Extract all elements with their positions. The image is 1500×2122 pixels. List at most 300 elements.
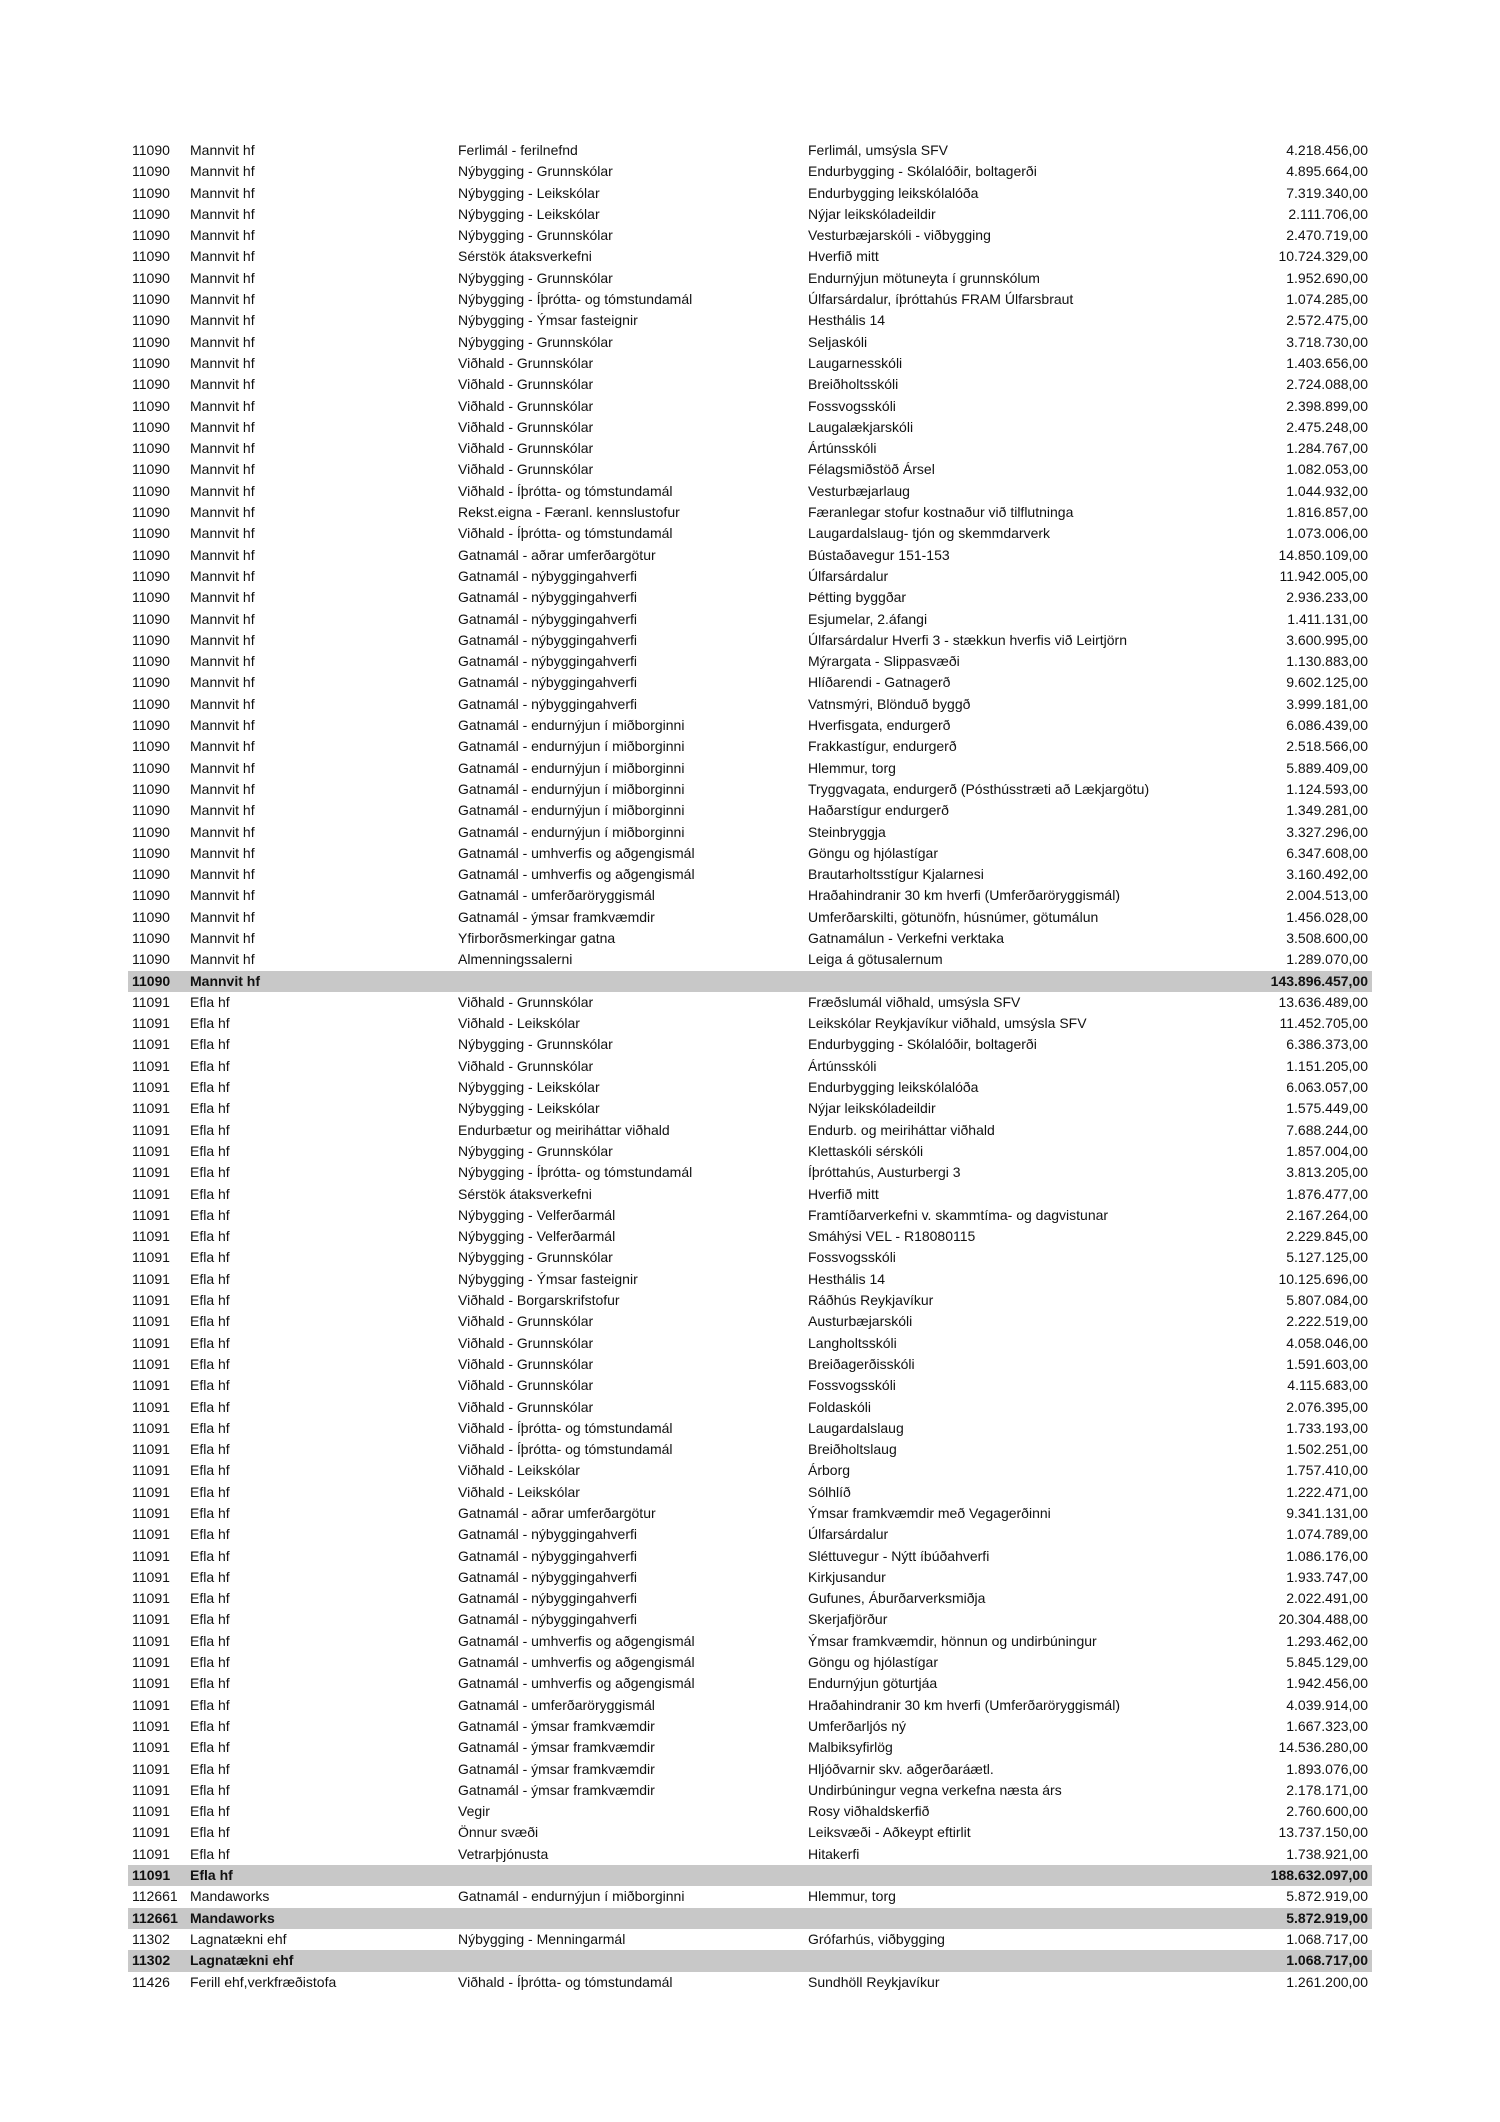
project-cell: Frakkastígur, endurgerð — [808, 738, 957, 755]
amount-cell: 1.733.193,00 — [1286, 1419, 1368, 1436]
vendor-name-cell: Efla hf — [190, 1057, 230, 1074]
category-cell: Nýbygging - Ýmsar fasteignir — [458, 1270, 638, 1287]
category-cell: Nýbygging - Grunnskólar — [458, 1142, 613, 1159]
amount-cell: 10.125.696,00 — [1278, 1270, 1368, 1287]
vendor-number-cell: 11091 — [132, 1760, 170, 1777]
table-row — [128, 864, 1372, 885]
category-cell: Gatnamál - nýbyggingahverfi — [458, 1526, 637, 1543]
vendor-name-cell: Efla hf — [190, 1398, 230, 1415]
amount-cell: 2.076.395,00 — [1286, 1398, 1368, 1415]
table-row — [128, 736, 1372, 757]
vendor-number-cell: 11090 — [132, 887, 170, 904]
vendor-name-cell: Efla hf — [190, 1462, 230, 1479]
vendor-number-cell: 11426 — [132, 1973, 170, 1990]
table-row — [128, 1695, 1372, 1716]
vendor-name-cell: Efla hf — [190, 1079, 230, 1096]
amount-cell: 1.284.767,00 — [1286, 440, 1368, 457]
table-row — [128, 1844, 1372, 1865]
vendor-number-cell: 11090 — [132, 567, 170, 584]
amount-cell: 1.502.251,00 — [1286, 1441, 1368, 1458]
category-cell: Nýbygging - Leikskólar — [458, 205, 600, 222]
vendor-number-cell: 11090 — [132, 610, 170, 627]
vendor-number-cell: 11091 — [132, 1654, 170, 1671]
table-row — [128, 1120, 1372, 1141]
vendor-name-cell: Efla hf — [190, 1015, 230, 1032]
vendor-name-cell: Efla hf — [190, 1505, 230, 1521]
category-cell: Gatnamál - nýbyggingahverfi — [458, 1611, 637, 1628]
project-cell: Umferðarljós ný — [808, 1717, 907, 1734]
amount-cell: 5.889.409,00 — [1286, 759, 1368, 776]
table-row — [128, 1886, 1372, 1907]
amount-cell: 13.737.150,00 — [1278, 1824, 1368, 1841]
category-cell: Nýbygging - Íþrótta- og tómstundamál — [458, 1164, 693, 1181]
table-row — [128, 1588, 1372, 1609]
table-row — [128, 1822, 1372, 1843]
vendor-number-cell: 11090 — [132, 908, 170, 925]
category-cell: Gatnamál - umhverfis og aðgengismál — [458, 844, 695, 861]
amount-cell: 1.816.857,00 — [1286, 504, 1368, 521]
vendor-name-cell: Efla hf — [190, 1228, 230, 1245]
amount-cell: 1.044.932,00 — [1286, 482, 1368, 499]
vendor-name-cell: Mannvit hf — [190, 695, 255, 712]
project-cell: Gatnamálun - Verkefni verktaka — [808, 929, 1005, 946]
vendor-number-cell: 11090 — [132, 866, 170, 883]
vendor-name-cell: Efla hf — [190, 1526, 230, 1543]
vendor-name-cell: Mannvit hf — [190, 610, 255, 627]
project-cell: Breiðholtslaug — [808, 1441, 897, 1458]
category-cell: Viðhald - Íþrótta- og tómstundamál — [458, 482, 673, 499]
table-row — [128, 1162, 1372, 1183]
project-cell: Malbiksyfirlög — [808, 1739, 893, 1756]
vendor-number-cell: 11090 — [132, 354, 170, 371]
category-cell: Gatnamál - ýmsar framkvæmdir — [458, 1760, 655, 1777]
vendor-number-cell: 11090 — [132, 504, 170, 521]
category-cell: Viðhald - Grunnskólar — [458, 418, 594, 435]
amount-cell: 1.349.281,00 — [1286, 802, 1368, 819]
project-cell: Laugardalslaug — [808, 1419, 904, 1436]
vendor-number-cell: 11090 — [132, 546, 170, 563]
project-cell: Smáhýsi VEL - R18080115 — [808, 1228, 976, 1245]
vendor-name-cell: Mandaworks — [190, 1909, 275, 1926]
vendor-number-cell: 11091 — [132, 1164, 170, 1181]
project-cell: Grófarhús, viðbygging — [808, 1930, 945, 1947]
table-row — [128, 459, 1372, 480]
category-cell: Viðhald - Leikskólar — [458, 1462, 580, 1479]
vendor-number-cell: 11090 — [132, 759, 170, 776]
project-cell: Esjumelar, 2.áfangi — [808, 610, 928, 627]
vendor-number-cell: 11090 — [132, 653, 170, 670]
table-row — [128, 1652, 1372, 1673]
project-cell: Leikskólar Reykjavíkur viðhald, umsýsla SFV — [808, 1015, 1087, 1032]
amount-cell: 1.074.789,00 — [1286, 1526, 1368, 1543]
vendor-number-cell: 11091 — [132, 1079, 170, 1096]
vendor-name-cell: Mannvit hf — [190, 546, 255, 563]
category-cell: Gatnamál - nýbyggingahverfi — [458, 567, 637, 584]
table-row — [128, 1098, 1372, 1119]
vendor-number-cell: 11090 — [132, 163, 170, 180]
amount-cell: 4.058.046,00 — [1286, 1334, 1368, 1351]
amount-cell: 7.319.340,00 — [1286, 184, 1368, 201]
table-row — [128, 1354, 1372, 1375]
vendor-number-cell: 11090 — [132, 738, 170, 755]
category-cell: Gatnamál - ýmsar framkvæmdir — [458, 908, 655, 925]
amount-cell: 1.857.004,00 — [1286, 1142, 1368, 1159]
vendor-number-cell: 11302 — [132, 1930, 170, 1947]
vendor-name-cell: Ferill ehf,verkfræðistofa — [190, 1973, 337, 1990]
category-cell: Gatnamál - nýbyggingahverfi — [458, 610, 637, 627]
amount-cell: 1.082.053,00 — [1286, 461, 1368, 478]
category-cell: Gatnamál - ýmsar framkvæmdir — [458, 1781, 655, 1798]
amount-cell: 2.475.248,00 — [1286, 418, 1368, 435]
table-row — [128, 1929, 1372, 1950]
table-row — [128, 1972, 1372, 1993]
vendor-number-cell: 11091 — [132, 1803, 170, 1820]
table-row — [128, 1567, 1372, 1588]
category-cell: Gatnamál - nýbyggingahverfi — [458, 1568, 637, 1585]
vendor-name-cell: Mannvit hf — [190, 440, 255, 457]
amount-cell: 143.896.457,00 — [1270, 972, 1368, 989]
vendor-name-cell: Mannvit hf — [190, 504, 255, 521]
vendor-number-cell: 11090 — [132, 142, 170, 158]
category-cell: Viðhald - Grunnskólar — [458, 376, 594, 393]
project-cell: Hlíðarendi - Gatnagerð — [808, 674, 951, 691]
subtotal-row — [128, 1908, 1372, 1929]
vendor-name-cell: Mannvit hf — [190, 589, 255, 606]
project-cell: Ýmsar framkvæmdir, hönnun og undirbúningur — [808, 1632, 1097, 1649]
category-cell: Viðhald - Grunnskólar — [458, 354, 594, 371]
project-cell: Ártúnsskóli — [808, 1057, 877, 1074]
category-cell: Viðhald - Grunnskólar — [458, 1334, 594, 1351]
table-row — [128, 417, 1372, 438]
ledger-table — [128, 140, 1372, 1993]
project-cell: Foldaskóli — [808, 1398, 872, 1415]
vendor-name-cell: Efla hf — [190, 1270, 230, 1287]
category-cell: Nýbygging - Leikskólar — [458, 1079, 600, 1096]
vendor-name-cell: Mannvit hf — [190, 866, 255, 883]
project-cell: Skerjafjörður — [808, 1611, 888, 1628]
table-row — [128, 1524, 1372, 1545]
project-cell: Hverfið mitt — [808, 248, 879, 265]
vendor-name-cell: Efla hf — [190, 1717, 230, 1734]
category-cell: Gatnamál - endurnýjun í miðborginni — [458, 780, 685, 797]
vendor-number-cell: 11090 — [132, 184, 170, 201]
table-row — [128, 1482, 1372, 1503]
table-row — [128, 907, 1372, 928]
project-cell: Þétting byggðar — [808, 589, 907, 606]
amount-cell: 2.022.491,00 — [1286, 1590, 1368, 1607]
vendor-name-cell: Mannvit hf — [190, 780, 255, 797]
project-cell: Fossvogsskóli — [808, 1249, 896, 1266]
project-cell: Rosy viðhaldskerfið — [808, 1803, 930, 1820]
project-cell: Endurbygging - Skólalóðir, boltagerði — [808, 1036, 1037, 1053]
amount-cell: 3.999.181,00 — [1286, 695, 1368, 712]
vendor-name-cell: Efla hf — [190, 1249, 230, 1266]
vendor-name-cell: Mannvit hf — [190, 674, 255, 691]
vendor-name-cell: Efla hf — [190, 1547, 230, 1564]
amount-cell: 1.086.176,00 — [1286, 1547, 1368, 1564]
vendor-name-cell: Efla hf — [190, 1292, 230, 1309]
table-row — [128, 928, 1372, 949]
project-cell: Fossvogsskóli — [808, 1377, 896, 1394]
table-row — [128, 694, 1372, 715]
project-cell: Úlfarsárdalur, íþróttahús FRAM Úlfarsbraut — [808, 291, 1074, 308]
table-row — [128, 1460, 1372, 1481]
project-cell: Leiksvæði - Aðkeypt eftirlit — [808, 1824, 971, 1841]
vendor-number-cell: 11091 — [132, 1462, 170, 1479]
table-row — [128, 1780, 1372, 1801]
table-row — [128, 140, 1372, 161]
project-cell: Ráðhús Reykjavíkur — [808, 1292, 934, 1309]
project-cell: Hverfið mitt — [808, 1185, 879, 1202]
category-cell: Sérstök átaksverkefni — [458, 1185, 592, 1202]
category-cell: Gatnamál - umhverfis og aðgengismál — [458, 1654, 695, 1671]
project-cell: Tryggvagata, endurgerð (Pósthússtræti að Lækjargötu) — [808, 780, 1150, 797]
amount-cell: 13.636.489,00 — [1278, 993, 1368, 1010]
table-row — [128, 609, 1372, 630]
project-cell: Fossvogsskóli — [808, 397, 896, 414]
amount-cell: 1.757.410,00 — [1286, 1462, 1368, 1479]
vendor-name-cell: Efla hf — [190, 1590, 230, 1607]
vendor-name-cell: Mannvit hf — [190, 397, 255, 414]
project-cell: Ferlimál, umsýsla SFV — [808, 142, 949, 158]
vendor-name-cell: Efla hf — [190, 1803, 230, 1820]
vendor-name-cell: Mannvit hf — [190, 205, 255, 222]
project-cell: Úlfarsárdalur Hverfi 3 - stækkun hverfis við Leirtjörn — [808, 631, 1127, 648]
vendor-name-cell: Mandaworks — [190, 1888, 270, 1905]
amount-cell: 1.403.656,00 — [1286, 354, 1368, 371]
amount-cell: 1.068.717,00 — [1286, 1952, 1368, 1969]
category-cell: Rekst.eigna - Færanl. kennslustofur — [458, 504, 680, 521]
project-cell: Hlemmur, torg — [808, 1888, 896, 1905]
amount-cell: 9.341.131,00 — [1286, 1505, 1368, 1521]
category-cell: Viðhald - Grunnskólar — [458, 440, 594, 457]
category-cell: Viðhald - Grunnskólar — [458, 993, 594, 1010]
project-cell: Bústaðavegur 151-153 — [808, 546, 950, 563]
vendor-number-cell: 11090 — [132, 823, 170, 840]
category-cell: Viðhald - Leikskólar — [458, 1483, 580, 1500]
vendor-name-cell: Efla hf — [190, 1206, 230, 1223]
amount-cell: 11.942.005,00 — [1279, 567, 1368, 584]
vendor-number-cell: 11091 — [132, 1547, 170, 1564]
vendor-number-cell: 11091 — [132, 1717, 170, 1734]
vendor-name-cell: Mannvit hf — [190, 759, 255, 776]
table-row — [128, 1397, 1372, 1418]
vendor-name-cell: Mannvit hf — [190, 844, 255, 861]
vendor-name-cell: Efla hf — [190, 1739, 230, 1756]
vendor-name-cell: Efla hf — [190, 993, 230, 1010]
project-cell: Langholtsskóli — [808, 1334, 897, 1351]
category-cell: Gatnamál - endurnýjun í miðborginni — [458, 717, 685, 734]
table-row — [128, 715, 1372, 736]
vendor-number-cell: 11091 — [132, 1824, 170, 1841]
project-cell: Kirkjusandur — [808, 1568, 886, 1585]
amount-cell: 1.293.462,00 — [1286, 1632, 1368, 1649]
category-cell: Ferlimál - ferilnefnd — [458, 142, 578, 158]
project-cell: Vesturbæjarskóli - viðbygging — [808, 227, 991, 244]
vendor-name-cell: Efla hf — [190, 1036, 230, 1053]
vendor-name-cell: Mannvit hf — [190, 418, 255, 435]
vendor-number-cell: 11091 — [132, 1355, 170, 1372]
table-row — [128, 1673, 1372, 1694]
category-cell: Gatnamál - ýmsar framkvæmdir — [458, 1717, 655, 1734]
vendor-name-cell: Lagnatækni ehf — [190, 1930, 287, 1947]
vendor-name-cell: Mannvit hf — [190, 184, 255, 201]
project-cell: Laugarnesskóli — [808, 354, 903, 371]
amount-cell: 1.876.477,00 — [1286, 1185, 1368, 1202]
vendor-number-cell: 11090 — [132, 376, 170, 393]
table-row — [128, 1056, 1372, 1077]
vendor-number-cell: 11091 — [132, 1313, 170, 1330]
vendor-name-cell: Lagnatækni ehf — [190, 1952, 294, 1969]
vendor-number-cell: 11090 — [132, 525, 170, 542]
amount-cell: 1.893.076,00 — [1286, 1760, 1368, 1777]
category-cell: Önnur svæði — [458, 1824, 539, 1841]
project-cell: Hraðahindranir 30 km hverfi (Umferðaröryggismál) — [808, 1696, 1120, 1713]
vendor-number-cell: 11090 — [132, 482, 170, 499]
vendor-name-cell: Efla hf — [190, 1632, 230, 1649]
project-cell: Endurbygging leikskólalóða — [808, 1079, 979, 1096]
project-cell: Framtíðarverkefni v. skammtíma- og dagvistunar — [808, 1206, 1109, 1223]
vendor-number-cell: 11091 — [132, 1334, 170, 1351]
table-row — [128, 374, 1372, 395]
category-cell: Nýbygging - Menningarmál — [458, 1930, 626, 1947]
project-cell: Árborg — [808, 1462, 851, 1479]
category-cell: Gatnamál - nýbyggingahverfi — [458, 653, 637, 670]
table-row — [128, 1247, 1372, 1268]
vendor-name-cell: Mannvit hf — [190, 823, 255, 840]
category-cell: Gatnamál - nýbyggingahverfi — [458, 631, 637, 648]
amount-cell: 3.813.205,00 — [1286, 1164, 1368, 1181]
table-row — [128, 481, 1372, 502]
vendor-number-cell: 11091 — [132, 1057, 170, 1074]
table-row — [128, 630, 1372, 651]
category-cell: Viðhald - Borgarskrifstofur — [458, 1292, 620, 1309]
vendor-number-cell: 11091 — [132, 993, 170, 1010]
amount-cell: 4.895.664,00 — [1286, 163, 1368, 180]
category-cell: Viðhald - Grunnskólar — [458, 1398, 594, 1415]
vendor-name-cell: Efla hf — [190, 1142, 230, 1159]
vendor-number-cell: 11091 — [132, 1398, 170, 1415]
vendor-number-cell: 11091 — [132, 1121, 170, 1138]
vendor-name-cell: Mannvit hf — [190, 908, 255, 925]
category-cell: Gatnamál - nýbyggingahverfi — [458, 1547, 637, 1564]
table-row — [128, 1716, 1372, 1737]
table-row — [128, 1311, 1372, 1332]
category-cell: Almenningssalerni — [458, 951, 573, 968]
amount-cell: 6.063.057,00 — [1286, 1079, 1368, 1096]
category-cell: Nýbygging - Grunnskólar — [458, 333, 613, 350]
vendor-number-cell: 11091 — [132, 1526, 170, 1543]
vendor-name-cell: Efla hf — [190, 1654, 230, 1671]
table-row — [128, 651, 1372, 672]
category-cell: Viðhald - Íþrótta- og tómstundamál — [458, 1973, 673, 1990]
category-cell: Viðhald - Grunnskólar — [458, 1377, 594, 1394]
table-row — [128, 545, 1372, 566]
project-cell: Vatnsmýri, Blönduð byggð — [808, 695, 971, 712]
project-cell: Gufunes, Áburðarverksmiðja — [808, 1590, 986, 1607]
amount-cell: 1.738.921,00 — [1286, 1845, 1368, 1862]
vendor-name-cell: Efla hf — [190, 1611, 230, 1628]
vendor-name-cell: Mannvit hf — [190, 269, 255, 286]
table-row — [128, 672, 1372, 693]
vendor-name-cell: Efla hf — [190, 1419, 230, 1436]
vendor-number-cell: 11090 — [132, 631, 170, 648]
amount-cell: 4.115.683,00 — [1287, 1377, 1368, 1394]
category-cell: Viðhald - Grunnskólar — [458, 461, 594, 478]
project-cell: Félagsmiðstöð Ársel — [808, 461, 935, 478]
category-cell: Nýbygging - Grunnskólar — [458, 163, 613, 180]
project-cell: Umferðarskilti, götunöfn, húsnúmer, götumálun — [808, 908, 1099, 925]
vendor-name-cell: Mannvit hf — [190, 312, 255, 329]
vendor-name-cell: Mannvit hf — [190, 567, 255, 584]
category-cell: Gatnamál - nýbyggingahverfi — [458, 589, 637, 606]
vendor-number-cell: 11090 — [132, 397, 170, 414]
table-row — [128, 758, 1372, 779]
vendor-number-cell: 11091 — [132, 1270, 170, 1287]
category-cell: Gatnamál - nýbyggingahverfi — [458, 695, 637, 712]
amount-cell: 7.688.244,00 — [1286, 1121, 1368, 1138]
category-cell: Gatnamál - aðrar umferðargötur — [458, 546, 656, 563]
category-cell: Nýbygging - Leikskólar — [458, 1100, 600, 1117]
vendor-name-cell: Mannvit hf — [190, 291, 255, 308]
vendor-name-cell: Efla hf — [190, 1696, 230, 1713]
amount-cell: 2.760.600,00 — [1286, 1803, 1368, 1820]
amount-cell: 2.724.088,00 — [1286, 376, 1368, 393]
amount-cell: 6.086.439,00 — [1286, 717, 1368, 734]
project-cell: Brautarholtsstígur Kjalarnesi — [808, 866, 984, 883]
project-cell: Austurbæjarskóli — [808, 1313, 913, 1330]
vendor-name-cell: Efla hf — [190, 1334, 230, 1351]
vendor-number-cell: 11090 — [132, 844, 170, 861]
vendor-name-cell: Mannvit hf — [190, 653, 255, 670]
vendor-name-cell: Mannvit hf — [190, 887, 255, 904]
vendor-name-cell: Efla hf — [190, 1100, 230, 1117]
category-cell: Gatnamál - endurnýjun í miðborginni — [458, 1888, 685, 1905]
table-row — [128, 289, 1372, 310]
category-cell: Gatnamál - nýbyggingahverfi — [458, 674, 637, 691]
category-cell: Gatnamál - aðrar umferðargötur — [458, 1505, 656, 1521]
amount-cell: 3.327.296,00 — [1286, 823, 1368, 840]
vendor-number-cell: 11091 — [132, 1483, 170, 1500]
amount-cell: 1.289.070,00 — [1286, 951, 1368, 968]
vendor-number-cell: 11090 — [132, 440, 170, 457]
vendor-number-cell: 11091 — [132, 1611, 170, 1628]
table-row — [128, 1375, 1372, 1396]
amount-cell: 2.936.233,00 — [1286, 589, 1368, 606]
category-cell: Viðhald - Leikskólar — [458, 1015, 580, 1032]
table-row — [128, 523, 1372, 544]
category-cell: Viðhald - Grunnskólar — [458, 1355, 594, 1372]
amount-cell: 2.222.519,00 — [1286, 1313, 1368, 1330]
category-cell: Viðhald - Íþrótta- og tómstundamál — [458, 1441, 673, 1458]
category-cell: Nýbygging - Ýmsar fasteignir — [458, 312, 638, 329]
project-cell: Undirbúningur vegna verkefna næsta árs — [808, 1781, 1062, 1798]
amount-cell: 5.872.919,00 — [1286, 1888, 1368, 1905]
vendor-number-cell: 11091 — [132, 1505, 170, 1521]
project-cell: Færanlegar stofur kostnaður við tilflutninga — [808, 504, 1074, 521]
project-cell: Endurbygging leikskólalóða — [808, 184, 979, 201]
vendor-number-cell: 11091 — [132, 1377, 170, 1394]
amount-cell: 5.807.084,00 — [1286, 1292, 1368, 1309]
category-cell: Nýbygging - Leikskólar — [458, 184, 600, 201]
amount-cell: 3.718.730,00 — [1286, 333, 1368, 350]
vendor-name-cell: Mannvit hf — [190, 163, 255, 180]
project-cell: Endurbygging - Skólalóðir, boltagerði — [808, 163, 1037, 180]
project-cell: Ártúnsskóli — [808, 440, 877, 457]
table-row — [128, 566, 1372, 587]
project-cell: Laugalækjarskóli — [808, 418, 914, 435]
vendor-name-cell: Efla hf — [190, 1781, 230, 1798]
